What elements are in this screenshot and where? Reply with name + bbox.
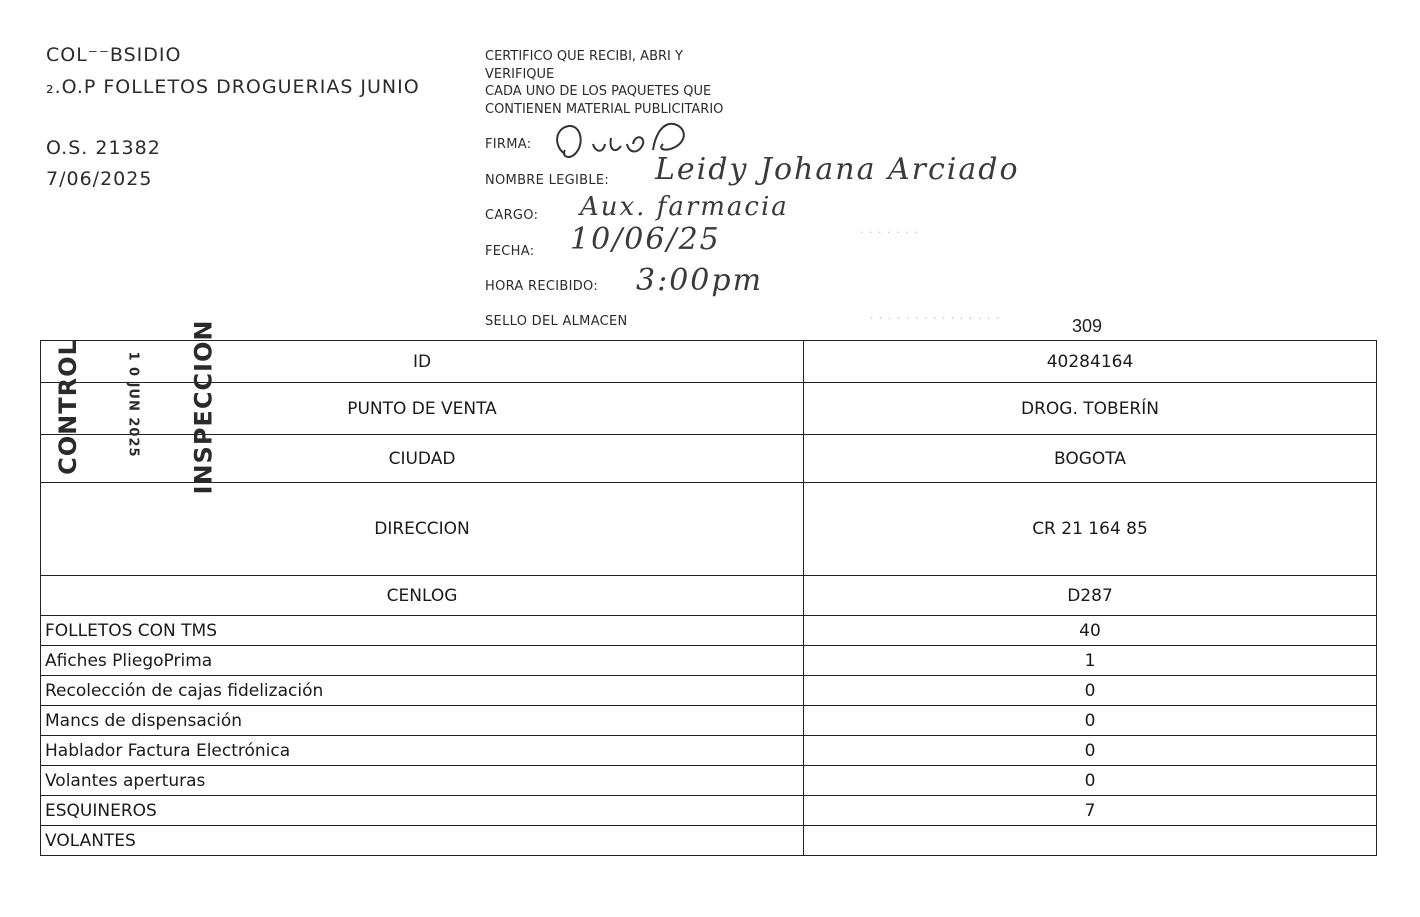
item-value: 0 bbox=[804, 676, 1377, 706]
cert-line: CERTIFICO QUE RECIBI, ABRI Y bbox=[485, 49, 683, 64]
item-label: FOLLETOS CON TMS bbox=[41, 616, 804, 646]
info-label: CENLOG bbox=[41, 576, 804, 616]
firma-label: FIRMA: bbox=[485, 137, 532, 152]
table-row bbox=[41, 706, 1377, 736]
table-row bbox=[41, 576, 1377, 616]
table-row bbox=[41, 826, 1377, 856]
stamp-line: INSPECCION bbox=[189, 319, 218, 495]
item-label: Mancs de dispensación bbox=[41, 706, 804, 736]
table-row bbox=[41, 383, 1377, 435]
sello-label: SELLO DEL ALMACEN bbox=[485, 314, 628, 329]
campaign-title: ₂.O.P FOLLETOS DROGUERIAS JUNIO bbox=[46, 76, 420, 98]
table-row bbox=[41, 616, 1377, 646]
scan-noise: · · · · · · · · · · · · · · · bbox=[870, 312, 1001, 325]
item-label: ESQUINEROS bbox=[41, 796, 804, 826]
nombre-value: Leidy Johana Arciado bbox=[655, 152, 1020, 187]
info-value: BOGOTA bbox=[804, 435, 1377, 483]
nombre-label: NOMBRE LEGIBLE: bbox=[485, 173, 610, 188]
info-label: DIRECCION bbox=[41, 483, 804, 576]
info-label: CIUDAD bbox=[41, 435, 804, 483]
stamp-line: 1 0 JUN 2025 bbox=[125, 351, 141, 458]
item-value: 7 bbox=[804, 796, 1377, 826]
certification-text bbox=[485, 48, 785, 118]
info-label: PUNTO DE VENTA bbox=[41, 383, 804, 435]
document-date: 7/06/2025 bbox=[46, 168, 153, 190]
info-value: DROG. TOBERÍN bbox=[804, 383, 1377, 435]
hora-label: HORA RECIBIDO: bbox=[485, 279, 599, 294]
company-name: COL⁻⁻BSIDIO bbox=[46, 44, 182, 66]
item-value: 0 bbox=[804, 766, 1377, 796]
table-row bbox=[41, 736, 1377, 766]
info-value: CR 21 164 85 bbox=[804, 483, 1377, 576]
stamp-line: CONTROL bbox=[53, 339, 82, 475]
inspection-stamp bbox=[53, 319, 218, 495]
item-label: Hablador Factura Electrónica bbox=[41, 736, 804, 766]
scan-noise: · · · · · · · bbox=[860, 226, 919, 239]
cert-line: CADA UNO DE LOS PAQUETES QUE bbox=[485, 84, 712, 99]
item-label: Recolección de cajas fidelización bbox=[41, 676, 804, 706]
item-value: 40 bbox=[804, 616, 1377, 646]
item-label: VOLANTES bbox=[41, 826, 804, 856]
cert-line: VERIFIQUE bbox=[485, 66, 555, 82]
store-number: 309 bbox=[1072, 316, 1103, 336]
fecha-label: FECHA: bbox=[485, 244, 535, 259]
cargo-value: Aux. farmacia bbox=[580, 192, 789, 222]
item-value: 0 bbox=[804, 706, 1377, 736]
item-value bbox=[804, 826, 1377, 856]
info-value: D287 bbox=[804, 576, 1377, 616]
table-row bbox=[41, 435, 1377, 483]
item-label: Volantes aperturas bbox=[41, 766, 804, 796]
info-value: 40284164 bbox=[804, 341, 1377, 383]
table-row bbox=[41, 341, 1377, 383]
item-label: Afiches PliegoPrima bbox=[41, 646, 804, 676]
table-row bbox=[41, 676, 1377, 706]
fecha-value: 10/06/25 bbox=[570, 222, 721, 257]
table-row bbox=[41, 766, 1377, 796]
cert-line: CONTIENEN MATERIAL PUBLICITARIO bbox=[485, 101, 724, 117]
table-row bbox=[41, 483, 1377, 576]
hora-value: 3:00pm bbox=[636, 263, 764, 298]
item-value: 1 bbox=[804, 646, 1377, 676]
item-value: 0 bbox=[804, 736, 1377, 766]
info-label: ID bbox=[41, 341, 804, 383]
order-number: O.S. 21382 bbox=[46, 137, 161, 159]
delivery-table bbox=[40, 340, 1377, 856]
table-row bbox=[41, 796, 1377, 826]
table-row bbox=[41, 646, 1377, 676]
cargo-label: CARGO: bbox=[485, 208, 539, 223]
